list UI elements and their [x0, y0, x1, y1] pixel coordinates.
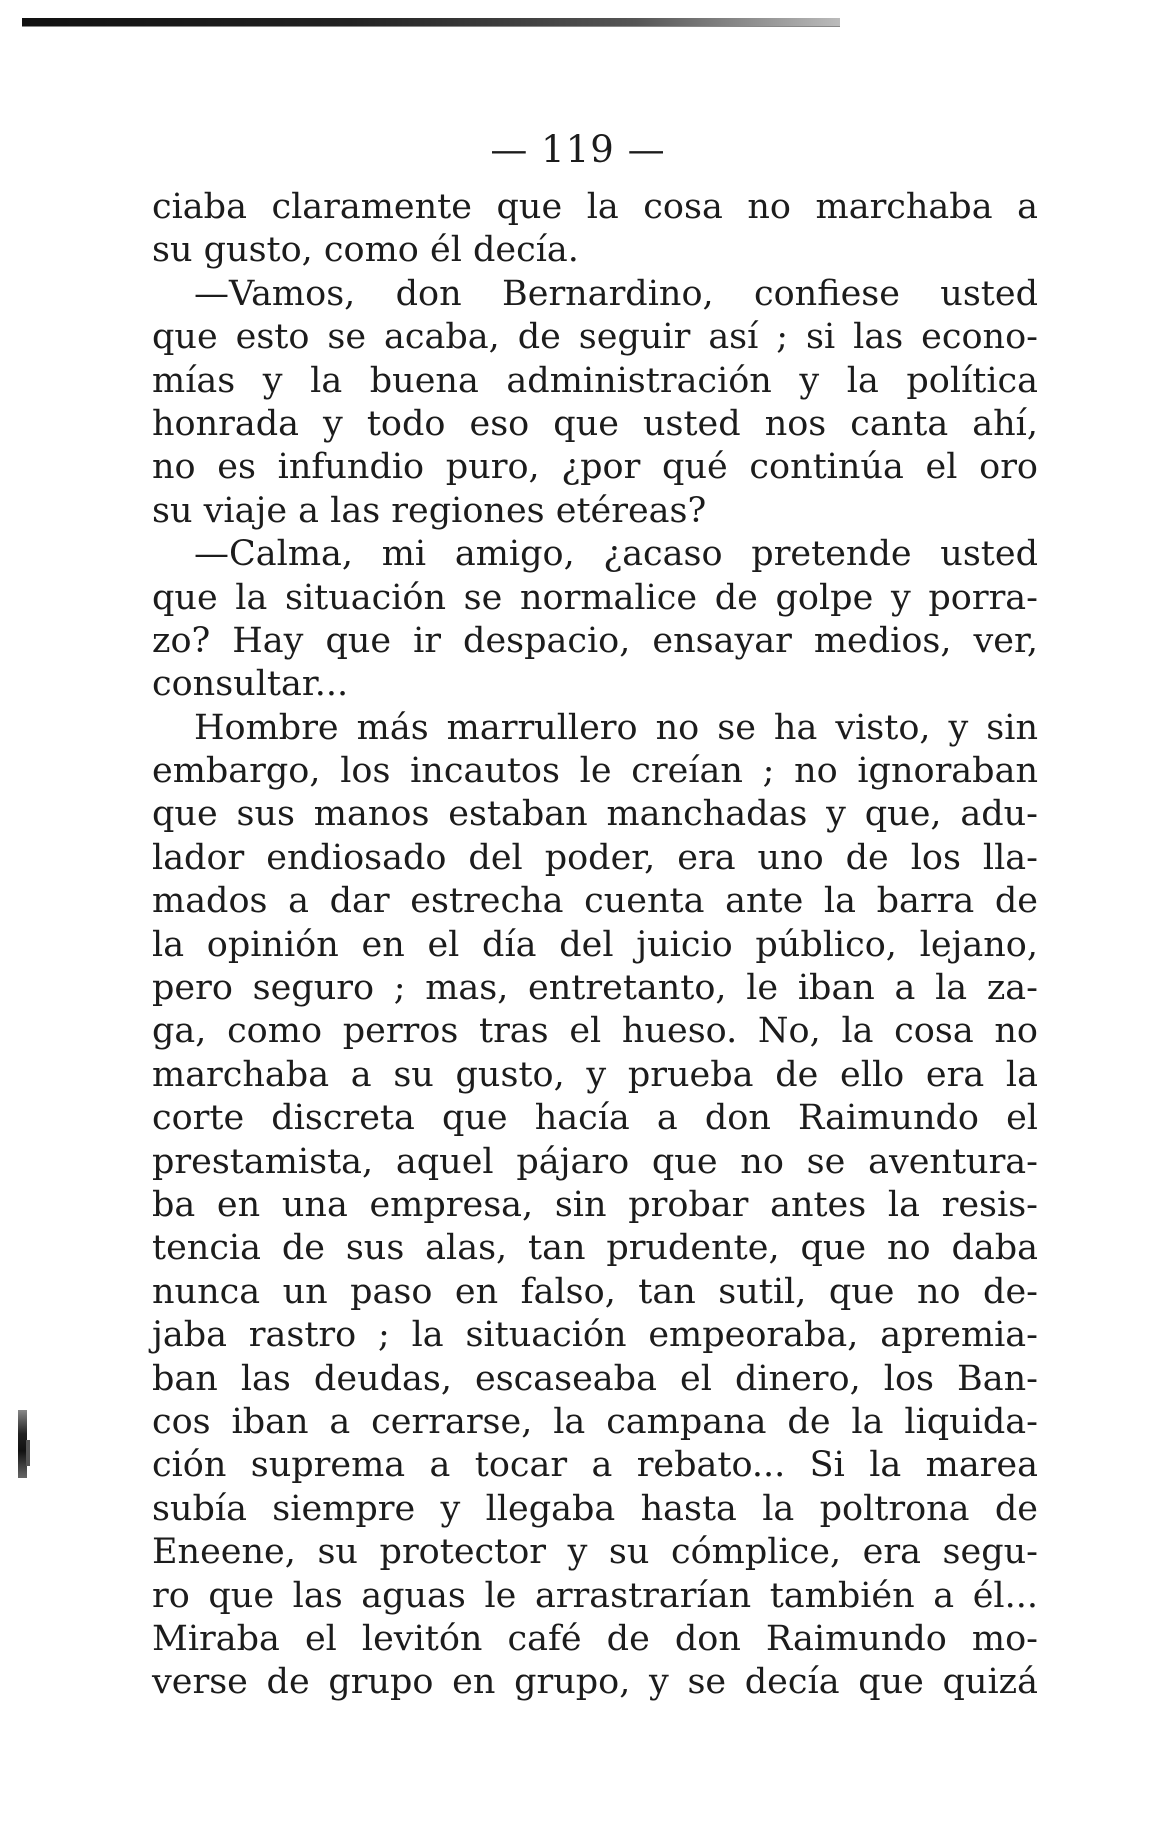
text-line: pero seguro ; mas, entretanto, le iban a la za- — [152, 968, 1038, 1009]
text-line: la opinión en el día del juicio público, lejano, — [152, 924, 1038, 965]
text-line: corte discreta que hacía a don Raimundo el — [152, 1098, 1038, 1139]
text-line: marchaba a su gusto, y prueba de ello era la — [152, 1054, 1038, 1095]
text-line: lador endiosado del poder, era uno de los lla- — [152, 837, 1038, 878]
text-line: Eneene, su protector y su cómplice, era segu- — [152, 1532, 1038, 1573]
text-line: tencia de sus alas, tan prudente, que no daba — [152, 1228, 1038, 1269]
text-line: mías y la buena administración y la política — [152, 360, 1038, 401]
text-line: —Calma, mi amigo, ¿acaso pretende usted — [194, 534, 1038, 575]
text-line: que la situación se normalice de golpe y porra- — [152, 577, 1038, 618]
text-line: ción suprema a tocar a rebato... Si la marea — [152, 1445, 1038, 1486]
top-rule-fine — [22, 26, 840, 27]
text-line: ciaba claramente que la cosa no marchaba a — [152, 187, 1038, 227]
text-line: no es infundio puro, ¿por qué continúa el oro — [152, 447, 1038, 488]
text-line: nunca un paso en falso, tan sutil, que no de- — [152, 1271, 1038, 1312]
text-line: que sus manos estaban manchadas y que, adu- — [152, 794, 1038, 835]
text-line: ban las deudas, escaseaba el dinero, los Ban- — [152, 1358, 1038, 1399]
text-line: prestamista, aquel pájaro que no se aventura- — [152, 1141, 1038, 1182]
text-line: Miraba el levitón café de don Raimundo mo- — [152, 1618, 1038, 1659]
text-line: ro que las aguas le arrastrarían también a él... — [152, 1575, 1038, 1616]
text-line: que esto se acaba, de seguir así ; si las econo- — [152, 317, 1038, 358]
top-rule — [22, 18, 840, 26]
body-text — [152, 186, 1038, 1705]
text-line: cos iban a cerrarse, la campana de la liquida- — [152, 1401, 1038, 1442]
text-line: su viaje a las regiones etéreas? — [152, 490, 707, 531]
text-line: su gusto, como él decía. — [152, 230, 579, 271]
text-line: subía siempre y llegaba hasta la poltrona de — [152, 1488, 1038, 1529]
margin-ink-mark-secondary — [26, 1440, 30, 1466]
text-line: —Vamos, don Bernardino, confiese usted — [194, 273, 1038, 314]
text-line: jaba rastro ; la situación empeoraba, apremia- — [152, 1315, 1038, 1356]
text-line: zo? Hay que ir despacio, ensayar medios, ver, — [152, 620, 1038, 661]
text-line: consultar... — [152, 664, 349, 705]
text-line: embargo, los incautos le creían ; no ignoraban — [152, 751, 1038, 792]
text-line: ba en una empresa, sin probar antes la resis- — [152, 1184, 1038, 1225]
text-line: verse de grupo en grupo, y se decía que quizá — [152, 1662, 1038, 1703]
text-line: honrada y todo eso que usted nos canta ahí, — [152, 403, 1038, 444]
text-line: ga, como perros tras el hueso. No, la cosa no — [152, 1011, 1038, 1052]
page-number: — 119 — — [490, 128, 666, 171]
text-line: mados a dar estrecha cuenta ante la barra de — [152, 881, 1038, 922]
text-line: Hombre más marrullero no se ha visto, y sin — [194, 707, 1038, 748]
